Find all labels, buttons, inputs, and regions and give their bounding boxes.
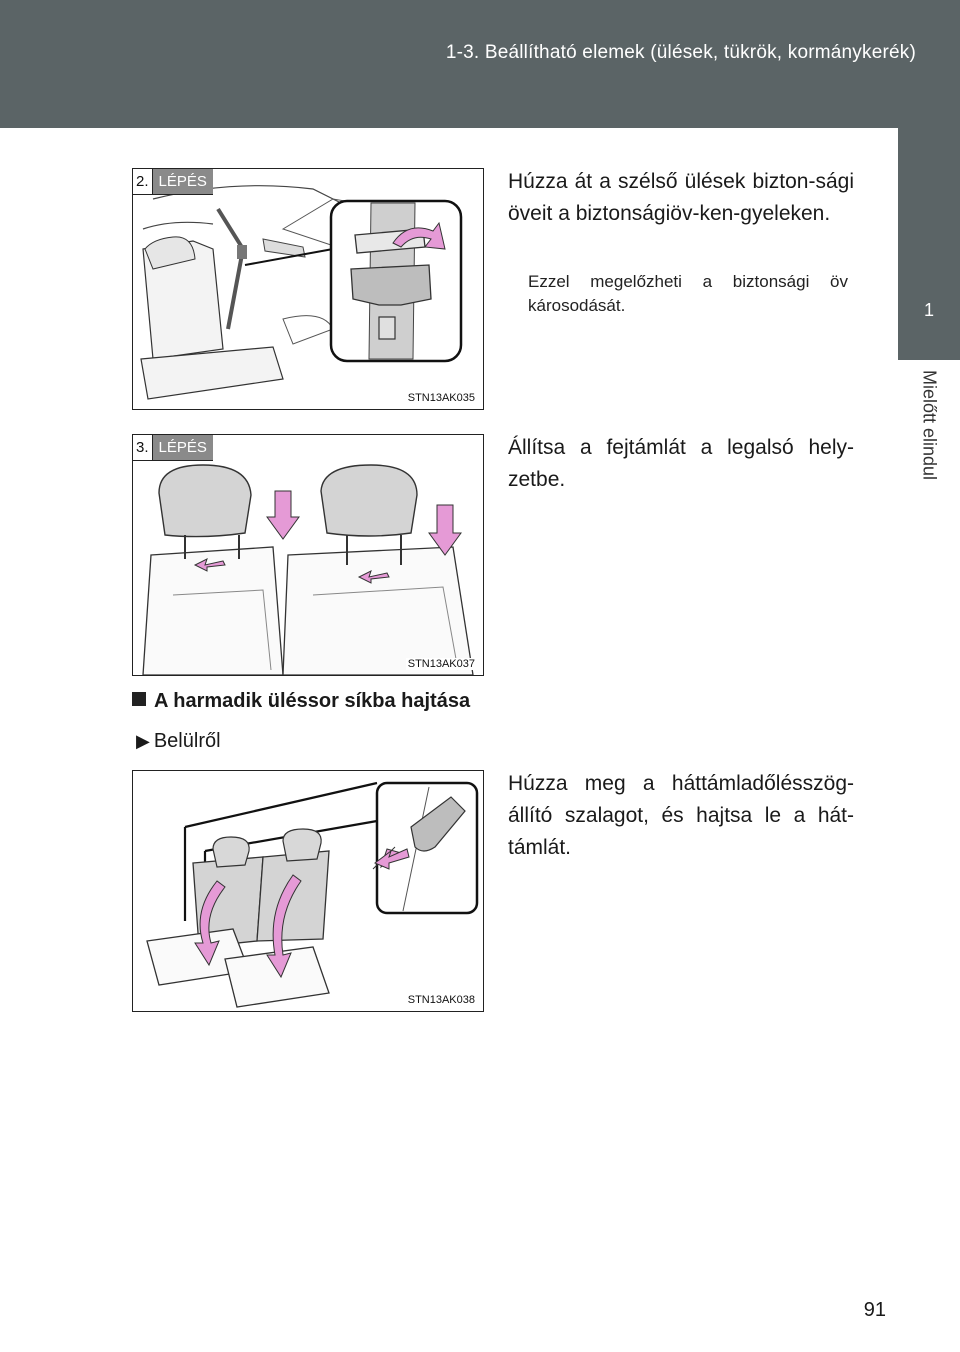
sub-heading <box>136 730 221 753</box>
section-heading-text: A harmadik üléssor síkba hajtása <box>154 690 471 712</box>
chapter-number: 1 <box>923 300 934 320</box>
step-3-instruction: Állítsa a fejtámlát a legalsó hely-zetbe. <box>508 436 854 491</box>
section-heading <box>132 690 470 713</box>
step-2-badge <box>133 169 213 195</box>
fold-seat-figure-code: STN13AK038 <box>407 994 475 1006</box>
step-2-number: 2. <box>133 169 153 195</box>
page-header <box>0 0 960 128</box>
fold-seat-instruction: Húzza meg a háttámladőlésszög-állító szalagot, és hajtsa le a hát-támlát. <box>508 772 854 859</box>
fold-seat-figure <box>132 770 484 1012</box>
fold-seat-illustration <box>133 771 483 1011</box>
step-3-figure-code: STN13AK037 <box>407 658 475 670</box>
step-2-figure <box>132 168 484 410</box>
page-number: 91 <box>863 1299 886 1321</box>
headrest-illustration <box>133 435 483 675</box>
step-2-word: LÉPÉS <box>153 169 213 195</box>
chapter-tab <box>898 128 960 360</box>
chapter-label-text: Mielőtt elindul <box>919 370 940 481</box>
triangle-bullet-icon: ▶ <box>136 731 150 751</box>
seatbelt-illustration <box>133 169 483 409</box>
step-3-number: 3. <box>133 435 153 461</box>
header-title: 1-3. Beállítható elemek (ülések, tükrök, kormánykerék) <box>445 42 916 63</box>
square-bullet-icon <box>132 692 146 706</box>
sub-heading-text: Belülről <box>153 730 221 752</box>
chapter-label <box>898 360 960 560</box>
step-3-figure <box>132 434 484 676</box>
step-3-word: LÉPÉS <box>153 435 213 461</box>
step-2-instruction: Húzza át a szélső ülések bizton-sági öveit a biztonságiöv-ken-gyeleken. <box>508 170 854 225</box>
step-2-figure-code: STN13AK035 <box>407 392 475 404</box>
step-3-badge <box>133 435 213 461</box>
step-2-note: Ezzel megelőzheti a biztonsági öv károsodását. <box>528 272 848 315</box>
